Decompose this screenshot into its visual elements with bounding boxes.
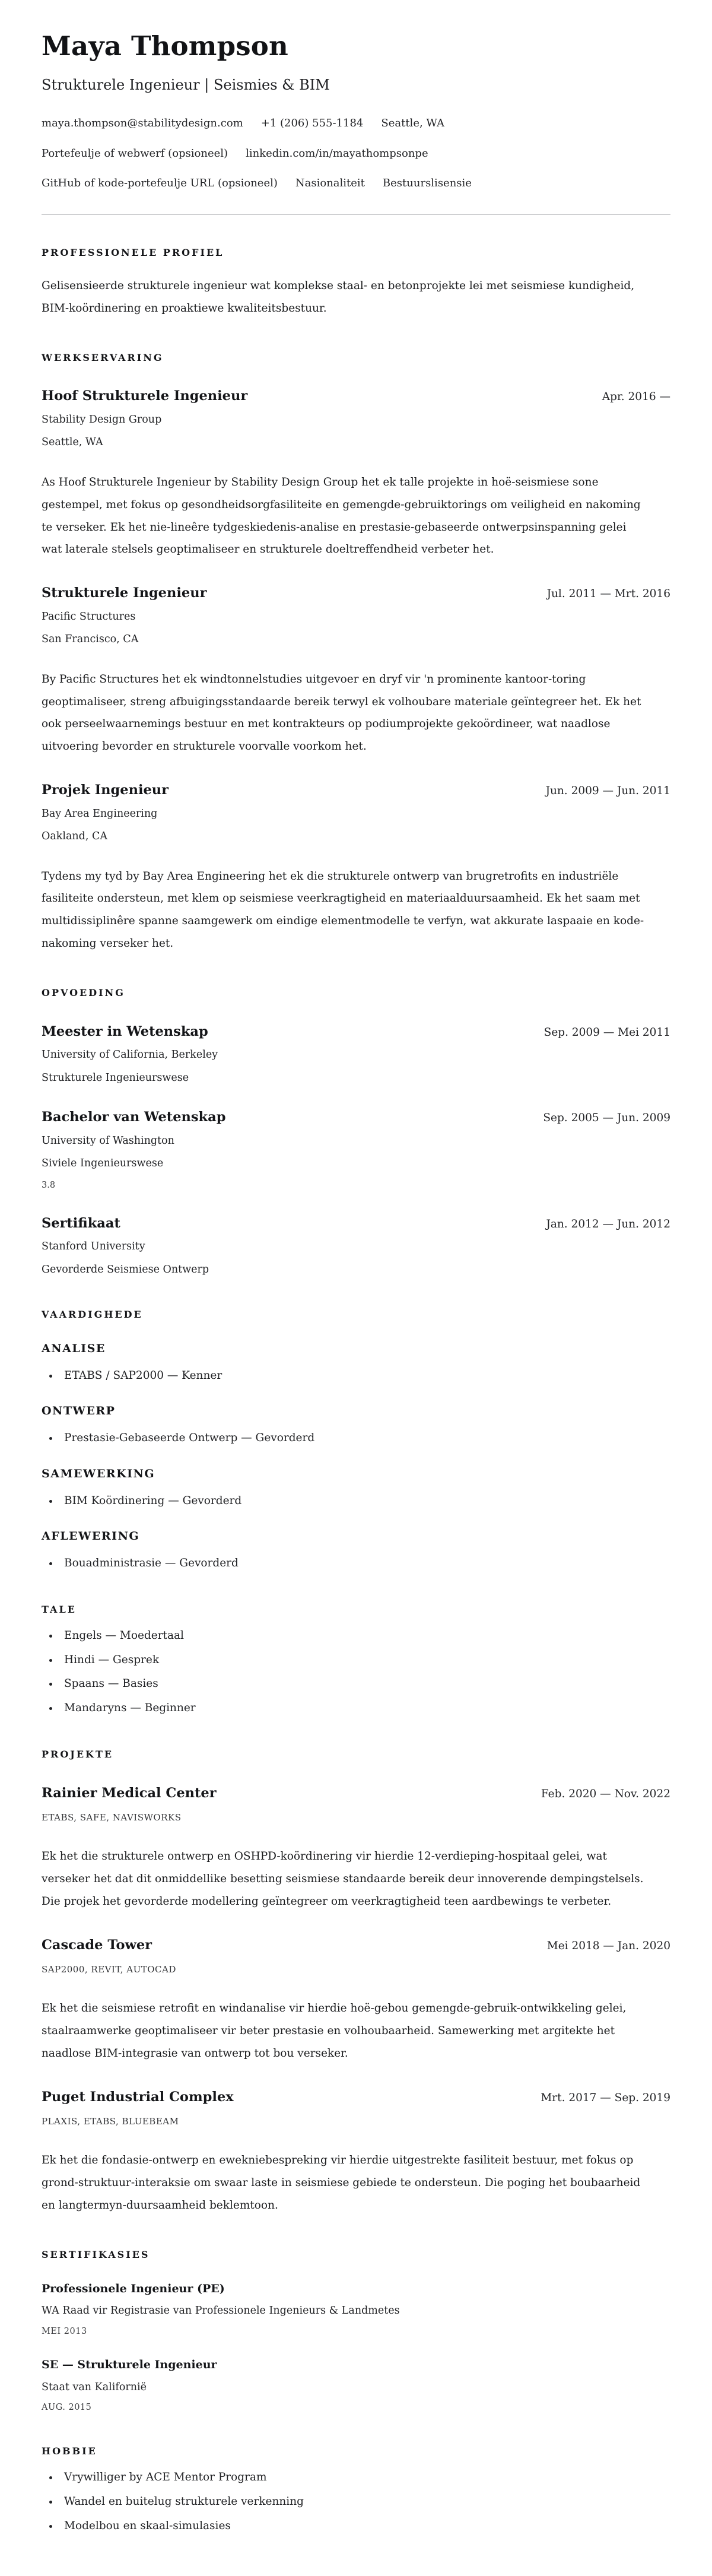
contact-row-2 [42, 146, 670, 161]
project-name: Puget Industrial Complex [42, 2089, 234, 2105]
job-company: Bay Area Engineering [42, 807, 158, 820]
section-languages [42, 1604, 670, 1717]
skill-list [42, 1368, 670, 1384]
education-entry-header [42, 1023, 670, 1040]
skill-item: • ETABS / SAP2000 — Kenner [59, 1368, 670, 1384]
project-entry [42, 1785, 670, 1913]
skill-category-name: AFLEWERING [42, 1530, 140, 1543]
skill-category-name: ANALISE [42, 1341, 106, 1355]
education-entry [42, 1023, 670, 1085]
project-description: Ek het die seismiese retrofit en windanalise vir hierdie hoë-gebou gemengde-gebruik-ontwikkeling gelei, staalraamwerke geoptimaliseer vir beter prestasie en volhoubaarheid. Samewerking met argitekte het naadlose BIM-integrasie van ontwerp tot bou verseker. [42, 2002, 627, 2060]
contact-nationality: Nasionaliteit [295, 176, 365, 189]
header-divider [42, 214, 670, 215]
education-field: Siviele Ingenieurswese [42, 1157, 164, 1170]
profile-text: Gelisensieerde strukturele ingenieur wat komplekse staal- en betonprojekte lei met seismiese kundigheid, BIM-koördinering en proaktiewe kwaliteitsbestuur. [42, 279, 635, 315]
project-tools: SAP2000, REVIT, AUTOCAD [42, 1964, 176, 1975]
language-item: • Spaans — Basies [59, 1676, 670, 1692]
certification-name: Professionele Ingenieur (PE) [42, 2282, 225, 2295]
education-degree: Bachelor van Wetenskap [42, 1109, 226, 1125]
education-school: University of Washington [42, 1134, 174, 1147]
certification-name: SE — Strukturele Ingenieur [42, 2358, 217, 2372]
project-tools: PLAXIS, ETABS, BLUEBEAM [42, 2116, 179, 2127]
contact-row-3 [42, 176, 670, 191]
education-gpa: 3.8 [42, 1180, 56, 1190]
education-school: University of California, Berkeley [42, 1049, 218, 1061]
project-description: Ek het die fondasie-ontwerp en ewekniebespreking vir hierdie uitgestrekte fasiliteit bestuur, met fokus op grond-struktuur-interaksie om swaar laste in seismiese gebiede te ondersteun. Die poging het boubaarheid en langtermyn-duursaamheid beklemtoon. [42, 2154, 641, 2212]
certifications-heading: SERTIFIKASIES [42, 2248, 150, 2260]
languages-heading: TALE [42, 1603, 77, 1615]
job-company: Pacific Structures [42, 610, 136, 623]
language-item: • Engels — Moedertaal [59, 1628, 670, 1644]
skill-category [42, 1529, 670, 1572]
projects-heading: PROJEKTE [42, 1748, 114, 1760]
skill-category [42, 1404, 670, 1446]
skill-category [42, 1341, 670, 1384]
hobby-item: • Modelbou en skaal-simulasies [59, 2518, 670, 2534]
language-item: • Hindi — Gesprek [59, 1652, 670, 1668]
project-entry-header [42, 1785, 670, 1802]
certification-date: AUG. 2015 [42, 2403, 92, 2413]
job-entry-header [42, 782, 670, 799]
skill-category-name: SAMEWERKING [42, 1467, 155, 1480]
section-projects [42, 1749, 670, 2217]
education-dates: Sep. 2005 — Jun. 2009 [543, 1112, 670, 1125]
education-dates: Sep. 2009 — Mei 2011 [543, 1026, 670, 1039]
education-field: Strukturele Ingenieurswese [42, 1071, 189, 1084]
language-list [42, 1628, 670, 1717]
contact-location: Seattle, WA [381, 117, 445, 130]
project-entry-header [42, 2089, 670, 2106]
job-location: Oakland, CA [42, 830, 108, 843]
education-field: Gevorderde Seismiese Ontwerp [42, 1263, 209, 1276]
project-entry-header [42, 1937, 670, 1954]
section-profile [42, 247, 670, 320]
job-location: San Francisco, CA [42, 633, 139, 646]
skills-heading: VAARDIGHEDE [42, 1309, 143, 1321]
certification-issuer: Staat van Kalifornië [42, 2381, 147, 2393]
language-item: • Mandaryns — Beginner [59, 1701, 670, 1717]
job-description: As Hoof Strukturele Ingenieur by Stability Design Group het ek talle projekte in hoë-seismiese sone gestempel, met fokus op gesondheidsorgfasiliteite en gemengde-gebruiktorings om veiligheid en nakoming te verseker. Ek het nie-lineêre tydgeskiedenis-analise en prestasie-gebaseerde ontwerpsinspanning gelei wat laterale stelsels geoptimaliseer en strukturele doeltreffendheid verbeter het. [42, 475, 641, 556]
job-entry [42, 585, 670, 758]
hobby-list [42, 2470, 670, 2534]
job-entry [42, 388, 670, 561]
job-description: Tydens my tyd by Bay Area Engineering het ek die strukturele ontwerp van brugretrofits en industriële fasiliteite ondersteun, met klem op seismiese veerkragtigheid en materiaalduursaamheid. Ek het saam met multidissiplinêre spanne saamgewerk om eindige elementmodelle te verfyn, wat akkurate laspaaie en kode-nakoming verseker het. [42, 870, 644, 950]
skill-item: • Bouadministrasie — Gevorderd [59, 1556, 670, 1572]
project-tools: ETABS, SAFE, NAVISWORKS [42, 1812, 182, 1823]
skill-item: • BIM Koördinering — Gevorderd [59, 1493, 670, 1509]
contact-github: GitHub of kode-portefeulje URL (opsioneel) [42, 176, 278, 189]
skill-item: • Prestasie-Gebaseerde Ontwerp — Gevorderd [59, 1430, 670, 1446]
job-title: Projek Ingenieur [42, 782, 169, 798]
certification-issuer: WA Raad vir Registrasie van Professionele Ingenieurs & Landmetes [42, 2305, 400, 2317]
project-entry [42, 1937, 670, 2065]
job-title: Hoof Strukturele Ingenieur [42, 388, 248, 404]
skill-category [42, 1467, 670, 1509]
certification-date: MEI 2013 [42, 2326, 87, 2336]
education-school: Stanford University [42, 1241, 145, 1253]
job-entry [42, 782, 670, 955]
contact-drivers-license: Bestuurslisensie [382, 176, 472, 189]
job-dates: Jul. 2011 — Mrt. 2016 [546, 588, 670, 601]
hobby-item: • Vrywilliger by ACE Mentor Program [59, 2470, 670, 2486]
project-description: Ek het die strukturele ontwerp en OSHPD-koördinering vir hierdie 12-verdieping-hospitaal gelei, wat verseker het dat dit onmiddellike besetting seismiese standaarde bereik deur innoverende dempingstelsels. Die projek het gevorderde modellering geïntegreer om veerkragtigheid teen aardbewings te verbeter. [42, 1849, 644, 1908]
contact-phone: +1 (206) 555-1184 [260, 117, 364, 130]
section-certifications [42, 2249, 670, 2414]
section-education [42, 987, 670, 1277]
education-entry [42, 1109, 670, 1191]
job-company: Stability Design Group [42, 413, 162, 426]
section-hobbies [42, 2445, 670, 2534]
education-entry-header [42, 1215, 670, 1232]
education-entry [42, 1215, 670, 1277]
project-entry [42, 2089, 670, 2217]
hobby-item: • Wandel en buitelug strukturele verkenning [59, 2494, 670, 2510]
candidate-name: Maya Thompson [42, 30, 288, 62]
project-name: Cascade Tower [42, 1937, 152, 1953]
candidate-headline: Strukturele Ingenieur | Seismies & BIM [42, 77, 330, 94]
project-dates: Mei 2018 — Jan. 2020 [546, 1939, 670, 1952]
contact-portfolio: Portefeulje of webwerf (opsioneel) [42, 147, 228, 160]
project-dates: Feb. 2020 — Nov. 2022 [541, 1787, 670, 1800]
resume-header [42, 30, 670, 215]
job-dates: Jun. 2009 — Jun. 2011 [545, 785, 670, 798]
project-dates: Mrt. 2017 — Sep. 2019 [541, 2091, 670, 2104]
job-description: By Pacific Structures het ek windtonnelstudies uitgevoer en dryf vir 'n prominente kantoor-toring geoptimaliseer, streng afbuigingsstandaarde bereik terwyl ek volhoubare materiale geïntegreer het. Ek het ook perseelwaarnemings bestuur en met kontrakteurs op podiumprojekte gekoördineer, wat naadlose uitvoering bevorder en strukturele voorvalle voorkom het. [42, 672, 641, 753]
job-title: Strukturele Ingenieur [42, 585, 207, 601]
contact-email: maya.thompson@stabilitydesign.com [42, 117, 243, 130]
section-skills [42, 1309, 670, 1572]
job-entry-header [42, 388, 670, 405]
profile-heading: PROFESSIONELE PROFIEL [42, 247, 224, 258]
job-location: Seattle, WA [42, 436, 103, 449]
skill-category-name: ONTWERP [42, 1404, 116, 1418]
job-entry-header [42, 585, 670, 602]
contact-linkedin: linkedin.com/in/mayathompsonpe [246, 147, 428, 160]
experience-heading: WERKSERVARING [42, 351, 164, 363]
hobbies-heading: HOBBIE [42, 2445, 97, 2457]
skill-list [42, 1493, 670, 1509]
education-degree: Meester in Wetenskap [42, 1024, 208, 1040]
certification-entry [42, 2282, 670, 2337]
education-entry-header [42, 1109, 670, 1126]
section-experience [42, 352, 670, 956]
education-heading: OPVOEDING [42, 987, 125, 999]
skill-list [42, 1430, 670, 1446]
education-dates: Jan. 2012 — Jun. 2012 [546, 1217, 670, 1230]
skill-list [42, 1556, 670, 1572]
contact-row-1 [42, 116, 670, 131]
project-name: Rainier Medical Center [42, 1785, 217, 1801]
certification-entry [42, 2358, 670, 2413]
job-dates: Apr. 2016 — [602, 391, 670, 404]
education-degree: Sertifikaat [42, 1215, 120, 1231]
